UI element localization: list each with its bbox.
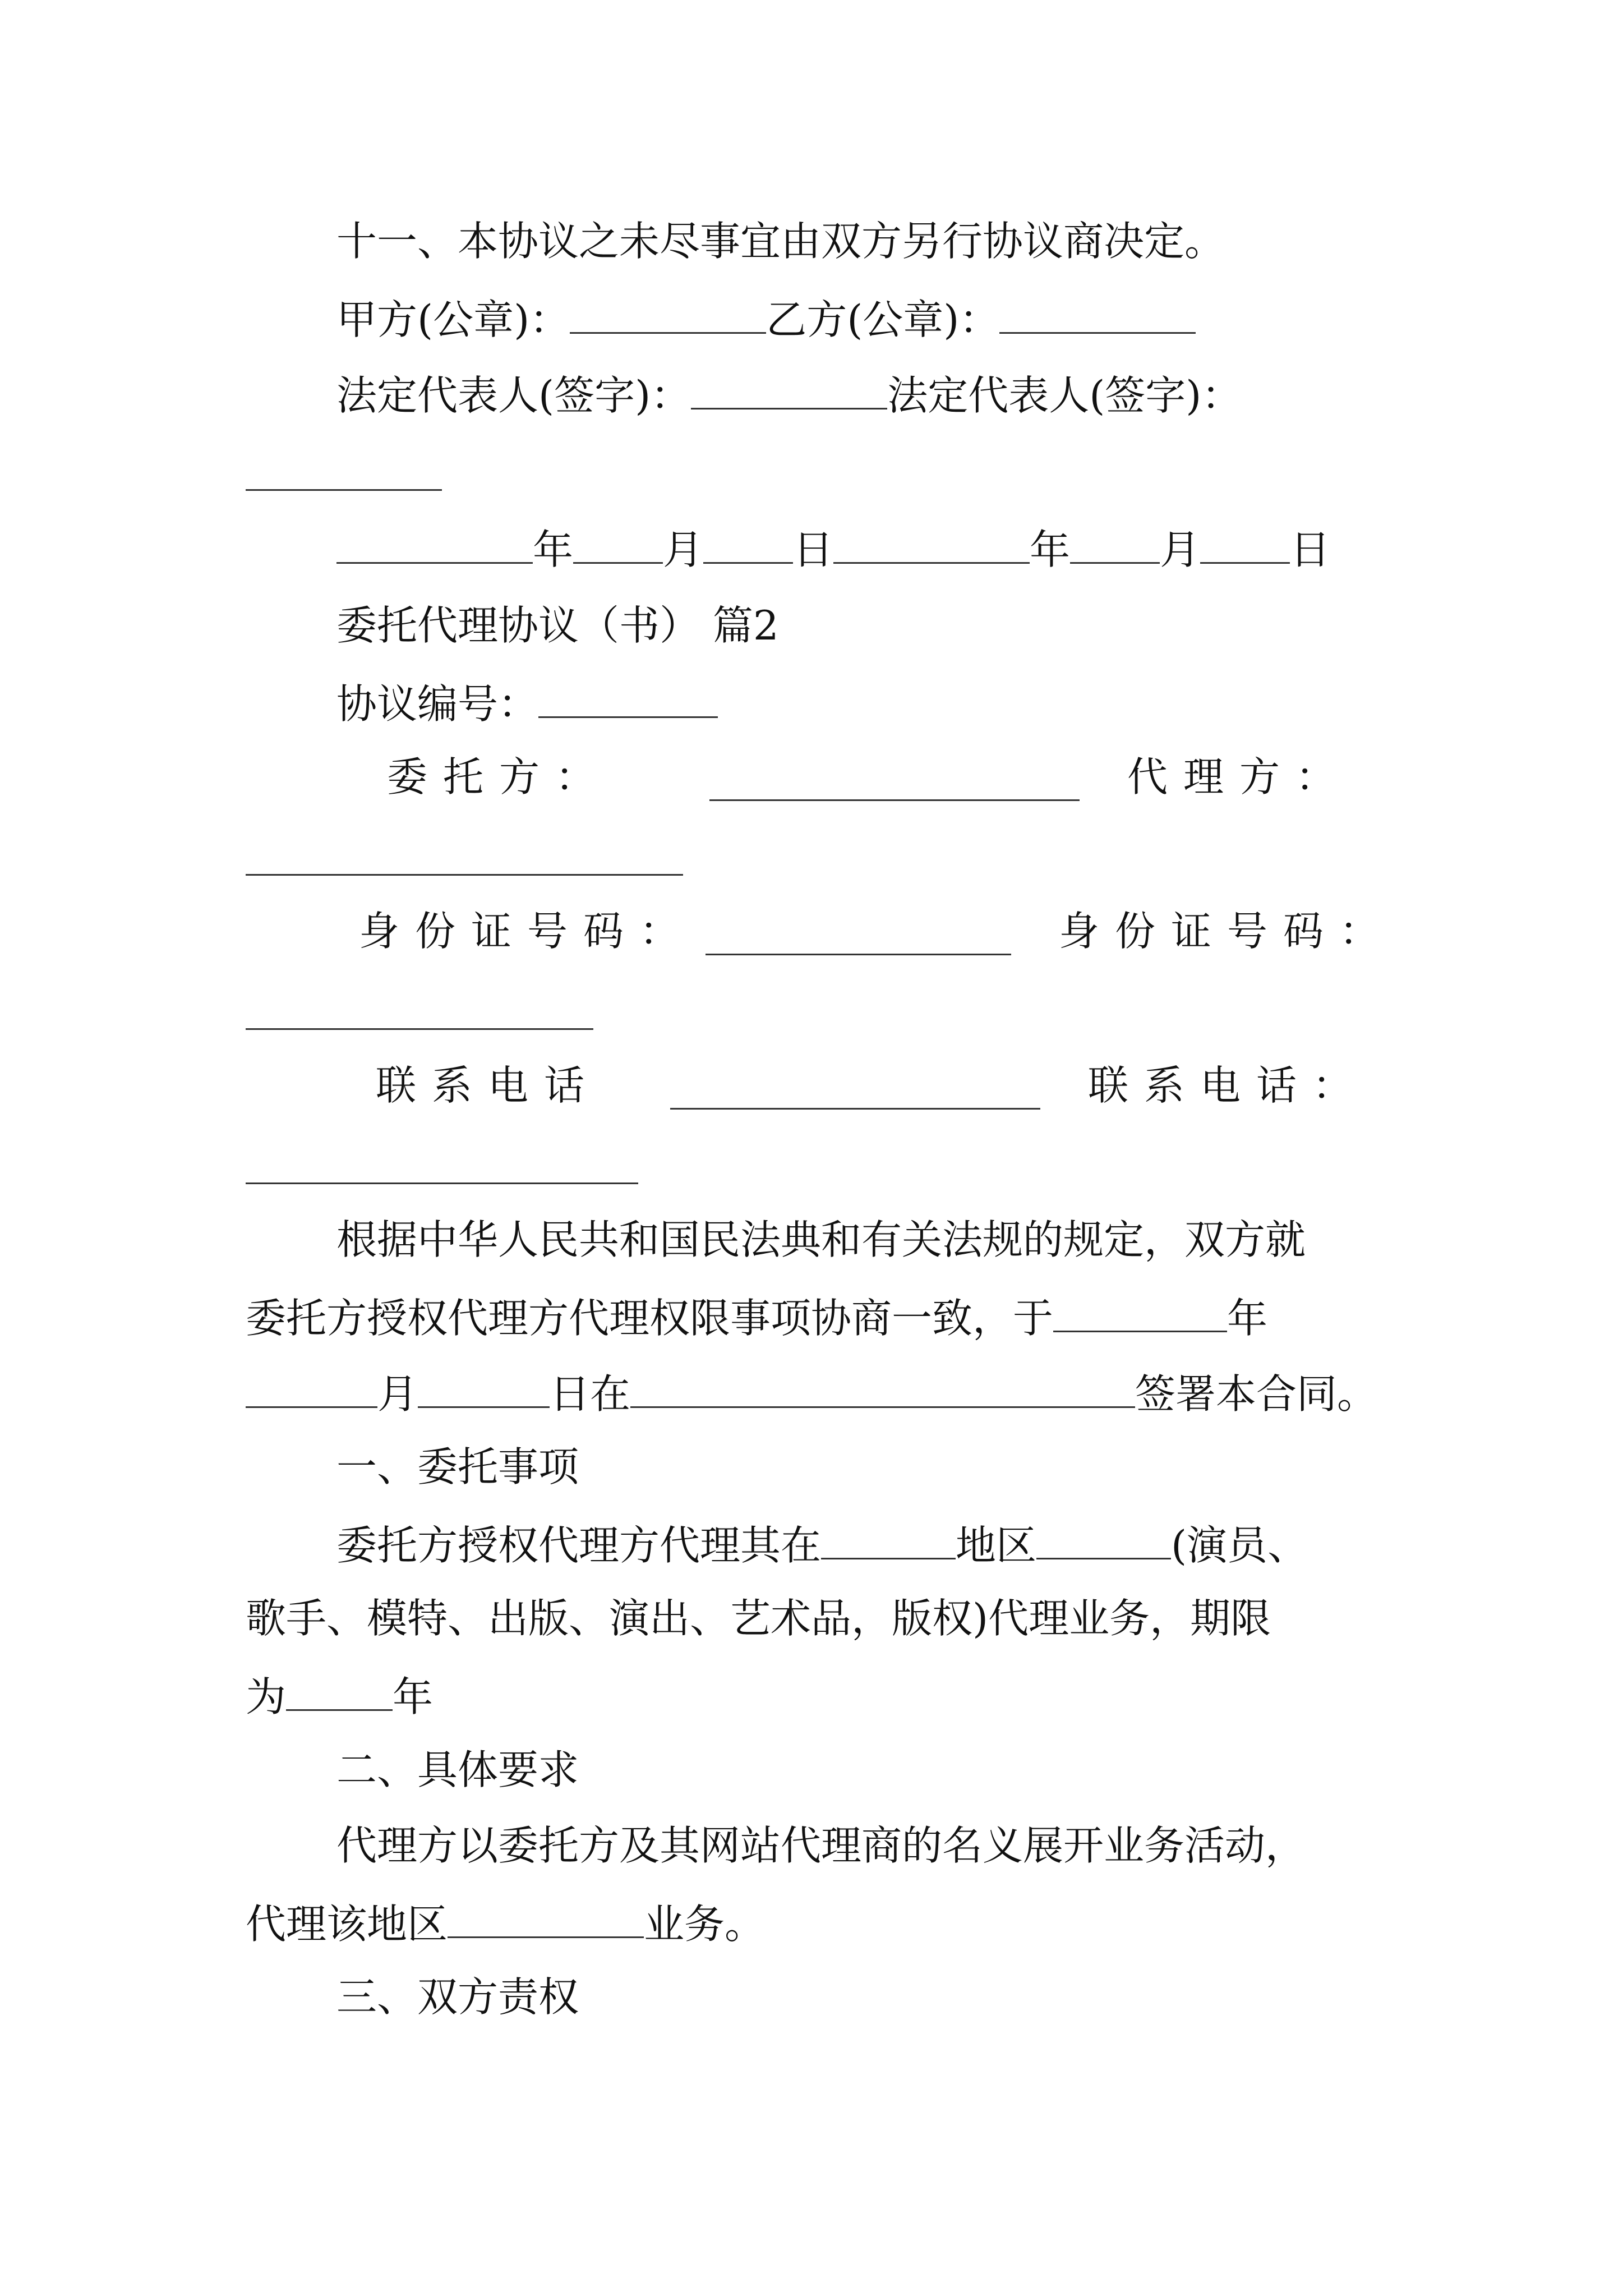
party-b-rep-label: 法定代表人(签字)： [887,372,1242,419]
region-blank [821,1517,956,1559]
legal-rep-line [336,367,1242,418]
preamble-line-2: 委托方授权代理方代理权限事项协商一致，于 年 [246,1290,1267,1341]
heading-entrusted-matters: 一、委托事项 [336,1443,579,1490]
sign-year-blank [1053,1290,1227,1332]
sign-month-blank [246,1366,377,1408]
preamble-line-1: 根据中华人民共和国民法典和有关法规的规定，双方就 [336,1216,1306,1263]
principal-id-blank [706,954,1011,955]
agent-label: 代理方： [1127,753,1352,800]
preamble-line-3: 月 日在 签署本合同。 [246,1366,1377,1416]
agent-id-label: 身份证号码： [1059,908,1396,955]
sign-place-blank [630,1366,1135,1408]
agent-blank [246,874,683,876]
agency-business-blank [448,1896,644,1938]
principal-id-label: 身份证号码： [359,908,696,955]
agent-phone-blank [246,1182,638,1184]
party-b-seal-blank [999,292,1196,334]
entrusted-line-1: 委托方授权代理方代理其在 地区 (演员、 [336,1517,1308,1568]
month-blank-a [573,522,663,564]
principal-blank [709,799,1080,801]
year-blank-a [336,522,533,564]
party-a-rep-label: 法定代表人(签字)： [336,372,691,419]
year-label-a: 年 [533,526,574,573]
principal-label: 委托方： [387,753,612,800]
agreement-number-line [336,676,718,726]
principal-phone-blank [670,1108,1040,1110]
agreement-number-blank [538,676,718,718]
requirements-line-2: 代理该地区 业务。 [246,1896,765,1947]
year-blank-b [833,522,1030,564]
party-a-seal-line [336,292,1196,342]
agreement-number-label: 协议编号： [336,680,539,728]
month-label-b: 月 [1160,526,1201,573]
party-b-seal-label: 乙方(公章)： [766,296,1000,343]
term-years-blank [286,1669,393,1711]
agent-phone-label: 联系电话： [1088,1062,1369,1109]
day-label-a: 日 [793,526,834,573]
section-title: 委托代理协议（书） 篇2 [336,602,779,649]
party-b-rep-blank [246,489,442,491]
month-blank-b [1070,522,1160,564]
heading-rights-duties: 三、双方责权 [336,1973,579,2021]
party-a-rep-blank [691,367,887,409]
heading-specific-requirements: 二、具体要求 [336,1746,579,1793]
requirements-line-1: 代理方以委托方及其网站代理商的名义展开业务活动， [336,1822,1306,1869]
date-line [336,522,1330,572]
clause-eleven: 十一、本协议之未尽事宜由双方另行协议商决定。 [336,218,1225,265]
party-a-seal-label: 甲方(公章)： [336,296,570,343]
agent-id-blank [246,1028,593,1030]
month-label-a: 月 [663,526,704,573]
entrusted-line-2: 歌手、模特、出版、演出、艺术品，版权)代理业务，期限 [246,1595,1271,1642]
business-type-blank [1036,1517,1171,1559]
year-label-b: 年 [1030,526,1071,573]
party-a-seal-blank [570,292,766,334]
day-blank-a [703,522,793,564]
entrusted-line-3: 为 年 [246,1669,433,1719]
principal-phone-label: 联系电话 [376,1062,601,1109]
day-blank-b [1200,522,1290,564]
day-label-b: 日 [1290,526,1331,573]
sign-day-blank [418,1366,550,1408]
